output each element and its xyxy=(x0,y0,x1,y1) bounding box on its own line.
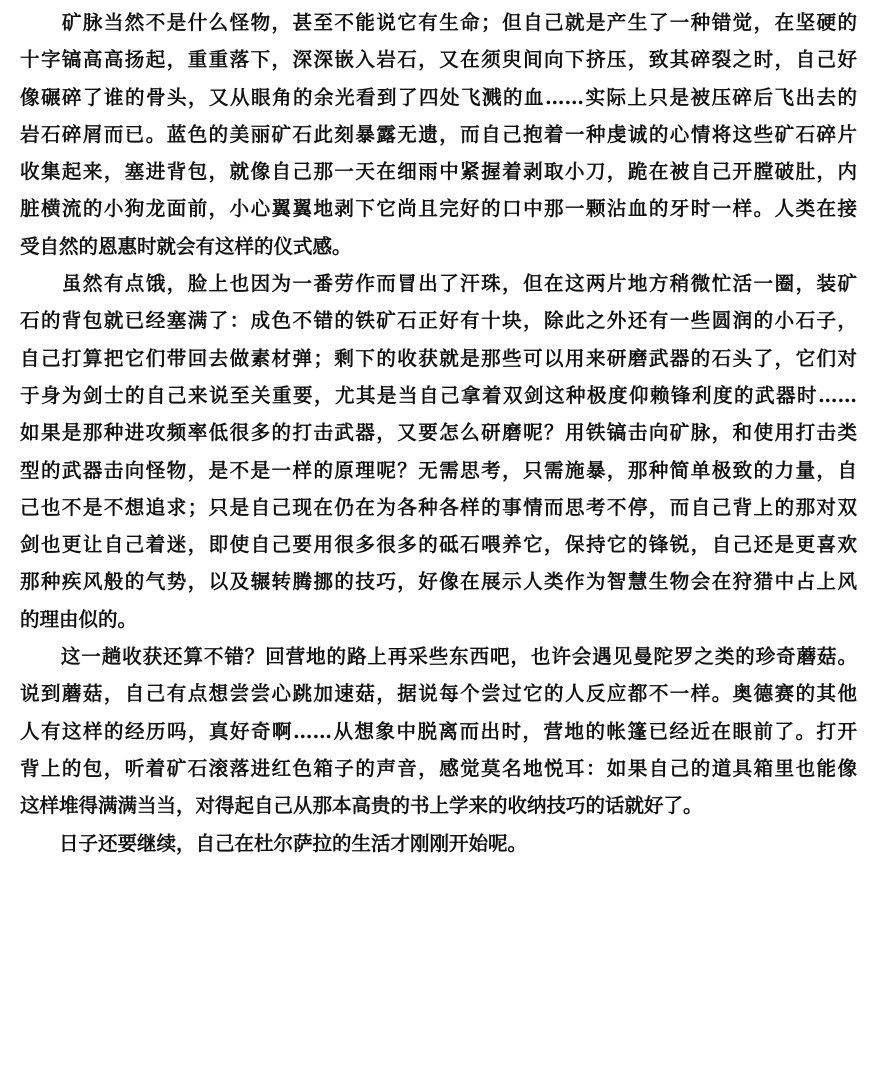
text-line: 十字镐高高扬起，重重落下，深深嵌入岩石，又在须臾间向下挤压，致其碎裂之时，自己好 xyxy=(20,48,857,72)
paragraph-2 xyxy=(20,265,857,638)
text-line: 剑也更让自己着迷，即使自己要用很多很多的砥石喂养它，保持它的锋锐，自己还是更喜欢 xyxy=(20,533,857,557)
text-line: 受自然的恩惠时就会有这样的仪式感。 xyxy=(20,234,352,258)
text-line: 收集起来，塞进背包，就像自己那一天在细雨中紧握着剥取小刀，跪在被自己开膛破肚，内 xyxy=(20,160,857,184)
text-line: 说到蘑菇，自己有点想尝尝心跳加速菇，据说每个尝过它的人反应都不一样。奥德赛的其他 xyxy=(20,682,857,706)
text-line: 己也不是不想追求；只是自己现在仍在为各种各样的事情而思考不停，而自己背上的那对双 xyxy=(20,495,857,519)
text-line: 型的武器击向怪物，是不是一样的原理呢？无需思考，只需施暴，那种简单极致的力量，自 xyxy=(20,458,857,482)
text-line: 如果是那种进攻频率低很多的打击武器，又要怎么研磨呢？用铁镐击向矿脉，和使用打击类 xyxy=(20,421,857,445)
paragraph-3 xyxy=(20,638,857,824)
paragraph-4 xyxy=(20,825,857,862)
text-line: 像碾碎了谁的骨头，又从眼角的余光看到了四处飞溅的血……实际上只是被压碎后飞出去的 xyxy=(20,85,857,109)
paragraph-1 xyxy=(20,4,857,265)
text-line: 那种疾风般的气势，以及辗转腾挪的技巧，好像在展示人类作为智慧生物会在狩猎中占上风 xyxy=(20,570,857,594)
text-line: 石的背包就已经塞满了：成色不错的铁矿石正好有十块，除此之外还有一些圆润的小石子， xyxy=(20,309,857,333)
text-line: 这样堆得满满当当，对得起自己从那本高贵的书上学来的收纳技巧的话就好了。 xyxy=(20,794,703,818)
text-line: 虽然有点饿，脸上也因为一番劳作而冒出了汗珠，但在这两片地方稍微忙活一圈，装矿 xyxy=(20,272,857,296)
text-line: 自己打算把它们带回去做素材弹；剩下的收获就是那些可以用来研磨武器的石头了，它们对 xyxy=(20,346,857,370)
text-line: 脏横流的小狗龙面前，小心翼翼地剥下它尚且完好的口中那一颗沾血的牙时一样。人类在接 xyxy=(20,197,857,221)
text-line: 于身为剑士的自己来说至关重要，尤其是当自己拿着双剑这种极度仰赖锋利度的武器时…… xyxy=(20,383,857,407)
text-line: 的理由似的。 xyxy=(20,607,138,631)
text-line: 岩石碎屑而已。蓝色的美丽矿石此刻暴露无遗，而自己抱着一种虔诚的心情将这些矿石碎片 xyxy=(20,122,857,146)
text-line: 这一趟收获还算不错？回营地的路上再采些东西吧，也许会遇见曼陀罗之类的珍奇蘑菇。 xyxy=(20,645,857,669)
text-line: 人有这样的经历吗，真好奇啊……从想象中脱离而出时，营地的帐篷已经近在眼前了。打开 xyxy=(20,719,857,743)
text-line: 矿脉当然不是什么怪物，甚至不能说它有生命；但自己就是产生了一种错觉，在坚硬的 xyxy=(20,11,857,34)
text-line: 背上的包，听着矿石滚落进红色箱子的声音，感觉莫名地悦耳：如果自己的道具箱里也能像 xyxy=(20,756,857,780)
text-line: 日子还要继续，自己在杜尔萨拉的生活才刚刚开始呢。 xyxy=(20,831,528,855)
